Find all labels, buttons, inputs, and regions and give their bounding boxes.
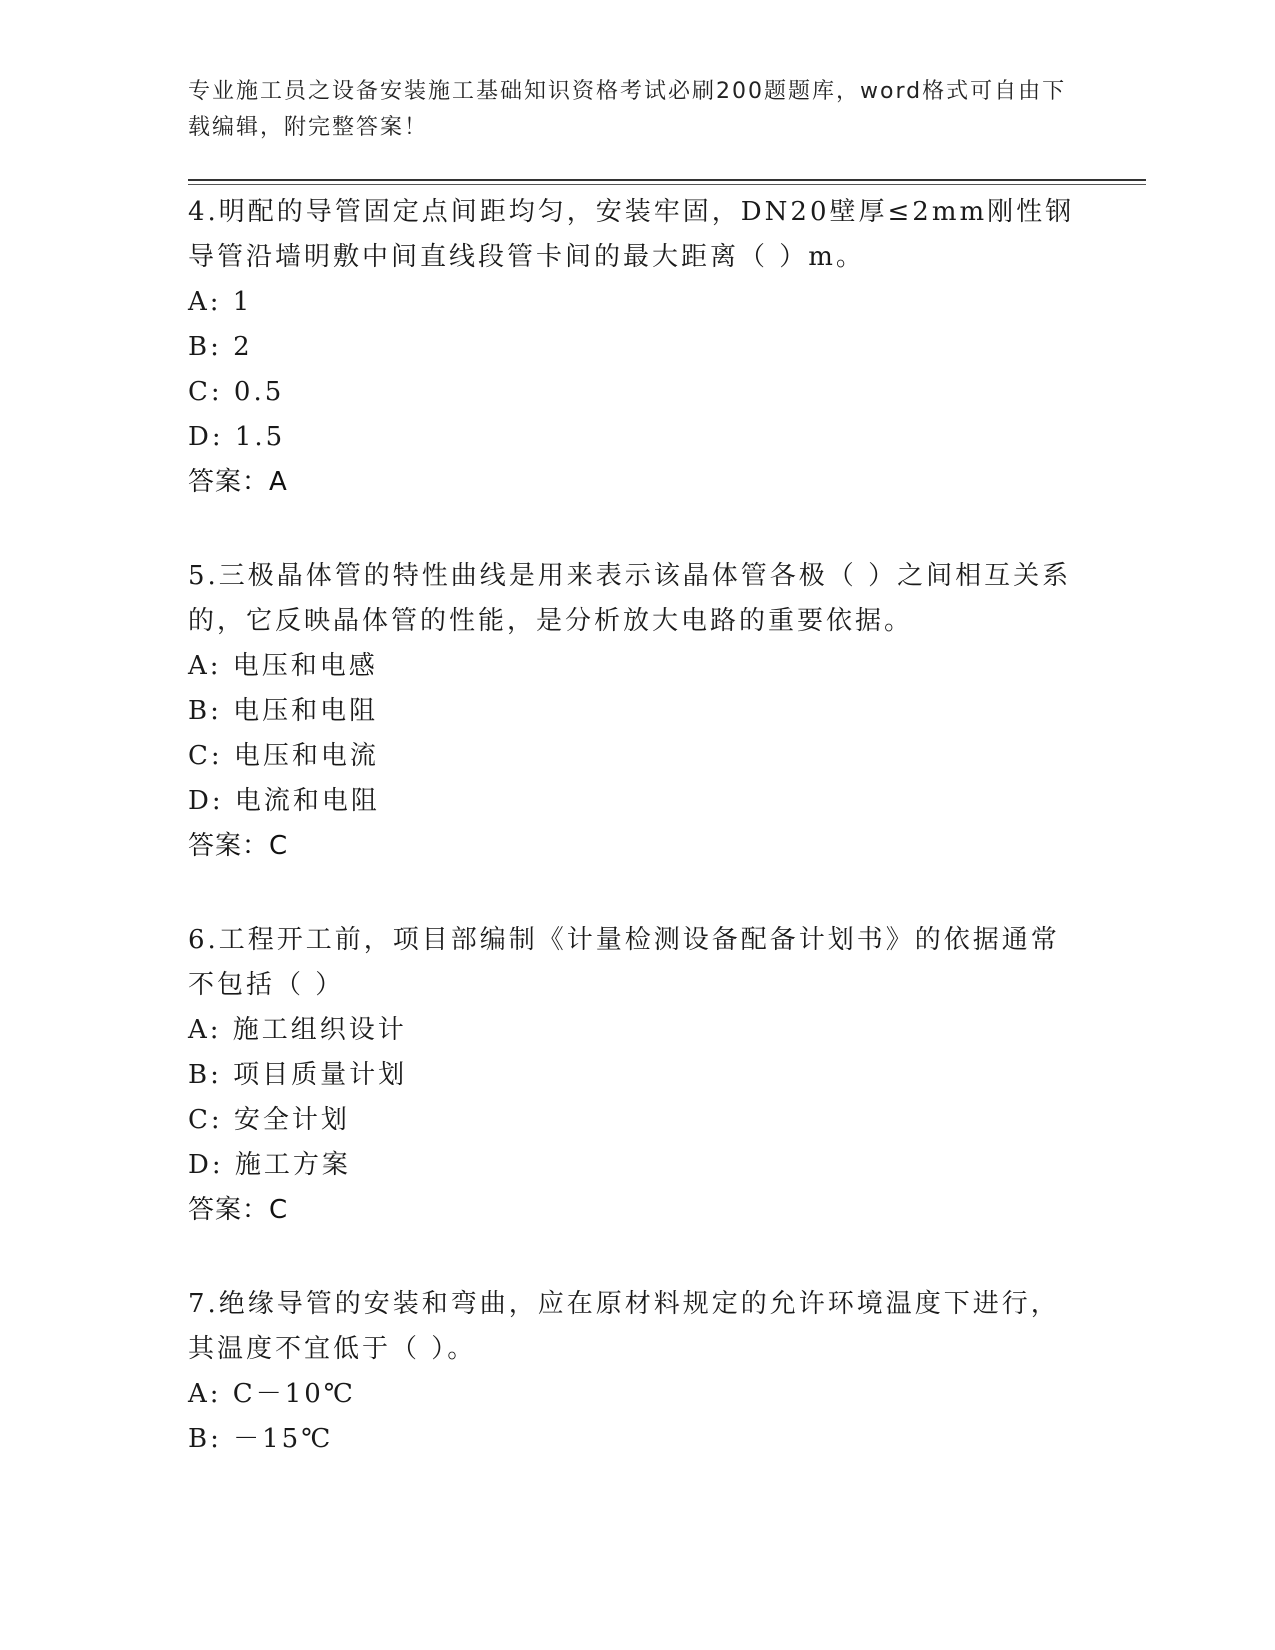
header-divider-thick [188,179,1146,181]
option-a: A: 电压和电感 [188,651,378,681]
option-d: D: 施工方案 [188,1150,351,1180]
question-stem: 4.明配的导管固定点间距均匀，安装牢固，DN20壁厚≤2mm刚性钢导管沿墙明敷中间直线段管卡间的最大距离（ ）m。 [188,197,1075,272]
option-b: B: 2 [188,332,253,362]
option-c: C: 电压和电流 [188,741,379,771]
document-header: 专业施工员之设备安装施工基础知识资格考试必刷200题题库，word格式可自由下载编辑，附完整答案！ [188,79,1067,140]
question-6 [188,918,1088,1233]
answer-label: 答案：A [188,467,288,497]
question-list [188,190,1088,1511]
question-stem: 7.绝缘导管的安装和弯曲，应在原材料规定的允许环境温度下进行，其温度不宜低于（ ）。 [188,1289,1060,1364]
question-stem: 5.三极晶体管的特性曲线是用来表示该晶体管各极（ ）之间相互关系的，它反映晶体管的性能，是分析放大电路的重要依据。 [188,561,1072,636]
option-d: D: 电流和电阻 [188,786,380,816]
answer-label: 答案：C [188,1195,289,1225]
option-b: B: 项目质量计划 [188,1060,408,1090]
option-d: D: 1.5 [188,422,286,452]
option-b: B: 电压和电阻 [188,696,379,726]
question-5 [188,554,1088,869]
question-7 [188,1282,1088,1462]
option-c: C: 安全计划 [188,1105,350,1135]
option-a: A: 1 [188,287,253,317]
option-c: C: 0.5 [188,377,285,407]
question-stem: 6.工程开工前，项目部编制《计量检测设备配备计划书》的依据通常不包括（ ） [188,925,1060,1000]
question-4 [188,190,1088,505]
answer-label: 答案：C [188,831,289,861]
option-a: A: C－10℃ [188,1379,356,1409]
header-divider-thin [188,184,1146,185]
option-b: B: －15℃ [188,1424,334,1454]
option-a: A: 施工组织设计 [188,1015,407,1045]
